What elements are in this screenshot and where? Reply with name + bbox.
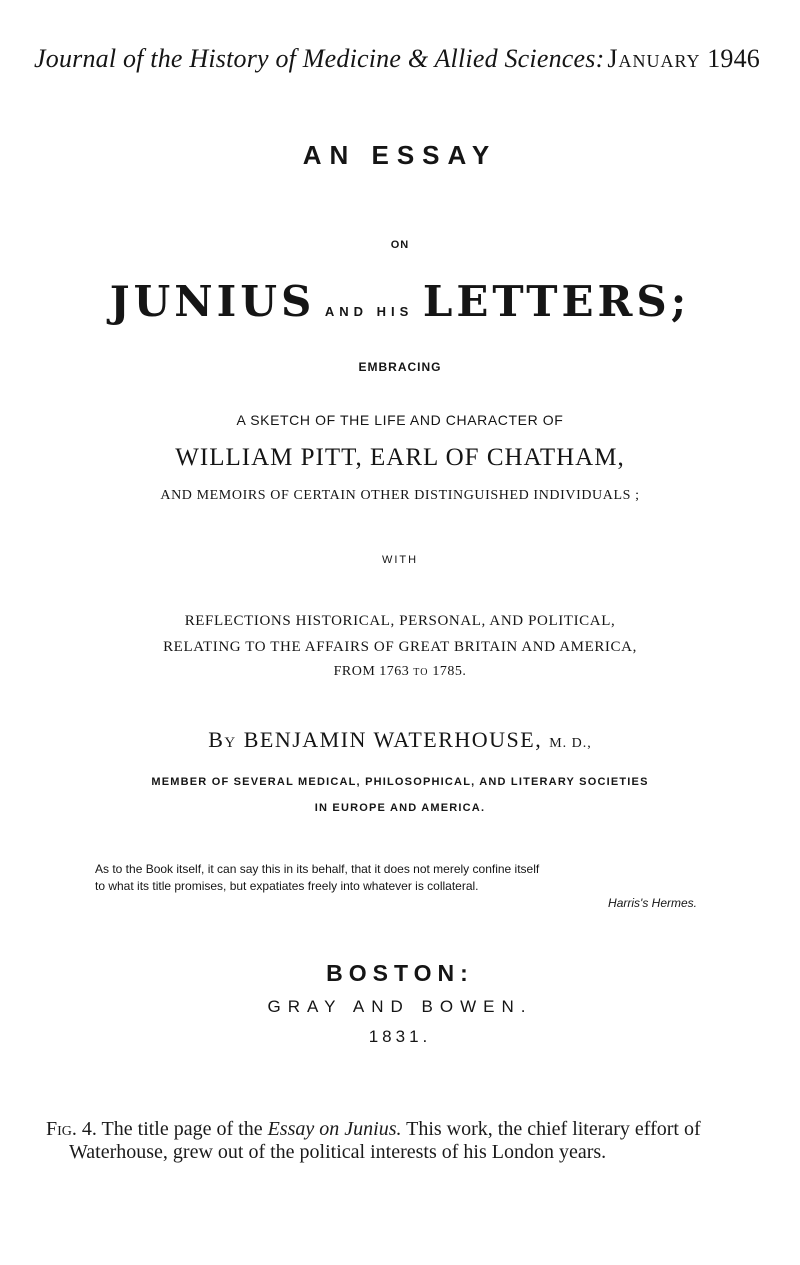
essay-heading: AN ESSAY <box>302 140 498 170</box>
junius-line <box>0 277 800 326</box>
letters-word: LETTERS; <box>422 277 691 326</box>
issue-month: January <box>607 44 701 73</box>
epigraph-attribution: Harris's Hermes. <box>608 896 697 910</box>
issue-year: 1946 <box>707 44 760 73</box>
figure-caption <box>46 1118 766 1164</box>
membership-line-2: IN EUROPE AND AMERICA. <box>314 802 486 814</box>
title-page <box>0 130 800 1047</box>
epigraph-line-1: As to the Book itself, it can say this in its behalf, that it does not merely confine itself <box>95 862 540 876</box>
embracing-line: EMBRACING <box>358 360 442 374</box>
journal-title: Journal of the History of Medicine & Allied Sciences: <box>34 44 605 73</box>
to-word: TO <box>413 667 429 678</box>
to-year: 1785. <box>432 664 467 679</box>
by-word: By <box>208 727 237 752</box>
junius-word: JUNIUS <box>109 277 316 326</box>
on-line: ON <box>390 239 410 251</box>
author-degree: M. D., <box>549 736 592 751</box>
reflections-line-1: REFLECTIONS HISTORICAL, PERSONAL, AND POLITICAL, <box>184 613 616 629</box>
membership-line-1: MEMBER OF SEVERAL MEDICAL, PHILOSOPHICAL, AND LITERARY SOCIETIES <box>151 776 649 788</box>
figure-label: Fig. 4. <box>46 1118 97 1140</box>
from-year: FROM 1763 <box>333 664 410 679</box>
pitt-line: WILLIAM PITT, EARL OF CHATHAM, <box>175 444 625 471</box>
date-range-line <box>0 660 800 685</box>
caption-book-title: Essay on Junius. <box>267 1118 402 1140</box>
running-header <box>34 44 760 74</box>
with-line: WITH <box>381 554 419 566</box>
author-name: BENJAMIN WATERHOUSE, <box>243 727 543 752</box>
issue-date <box>607 44 760 74</box>
sketch-line: A SKETCH OF THE LIFE AND CHARACTER OF <box>236 412 564 428</box>
reflections-line-2: RELATING TO THE AFFAIRS OF GREAT BRITAIN AND AMERICA, <box>163 639 637 655</box>
epigraph-line-2: to what its title promises, but expatiates freely into whatever is collateral. <box>95 879 479 893</box>
membership-block <box>0 769 800 821</box>
publication-year: 1831. <box>368 1027 432 1046</box>
and-his-words: AND HIS <box>324 304 414 319</box>
caption-text-1: The title page of the <box>101 1118 263 1140</box>
caption-text-3: Waterhouse, grew out of the political interests of his London years. <box>69 1141 607 1163</box>
reflections-block <box>0 608 800 660</box>
memoirs-line: AND MEMOIRS OF CERTAIN OTHER DISTINGUISHED INDIVIDUALS ; <box>160 488 640 503</box>
epigraph <box>95 861 705 912</box>
publisher-name: GRAY AND BOWEN. <box>267 997 533 1016</box>
publication-city: BOSTON: <box>326 960 474 986</box>
author-line <box>0 727 800 753</box>
caption-text-2: This work, the chief literary effort of <box>406 1118 701 1140</box>
